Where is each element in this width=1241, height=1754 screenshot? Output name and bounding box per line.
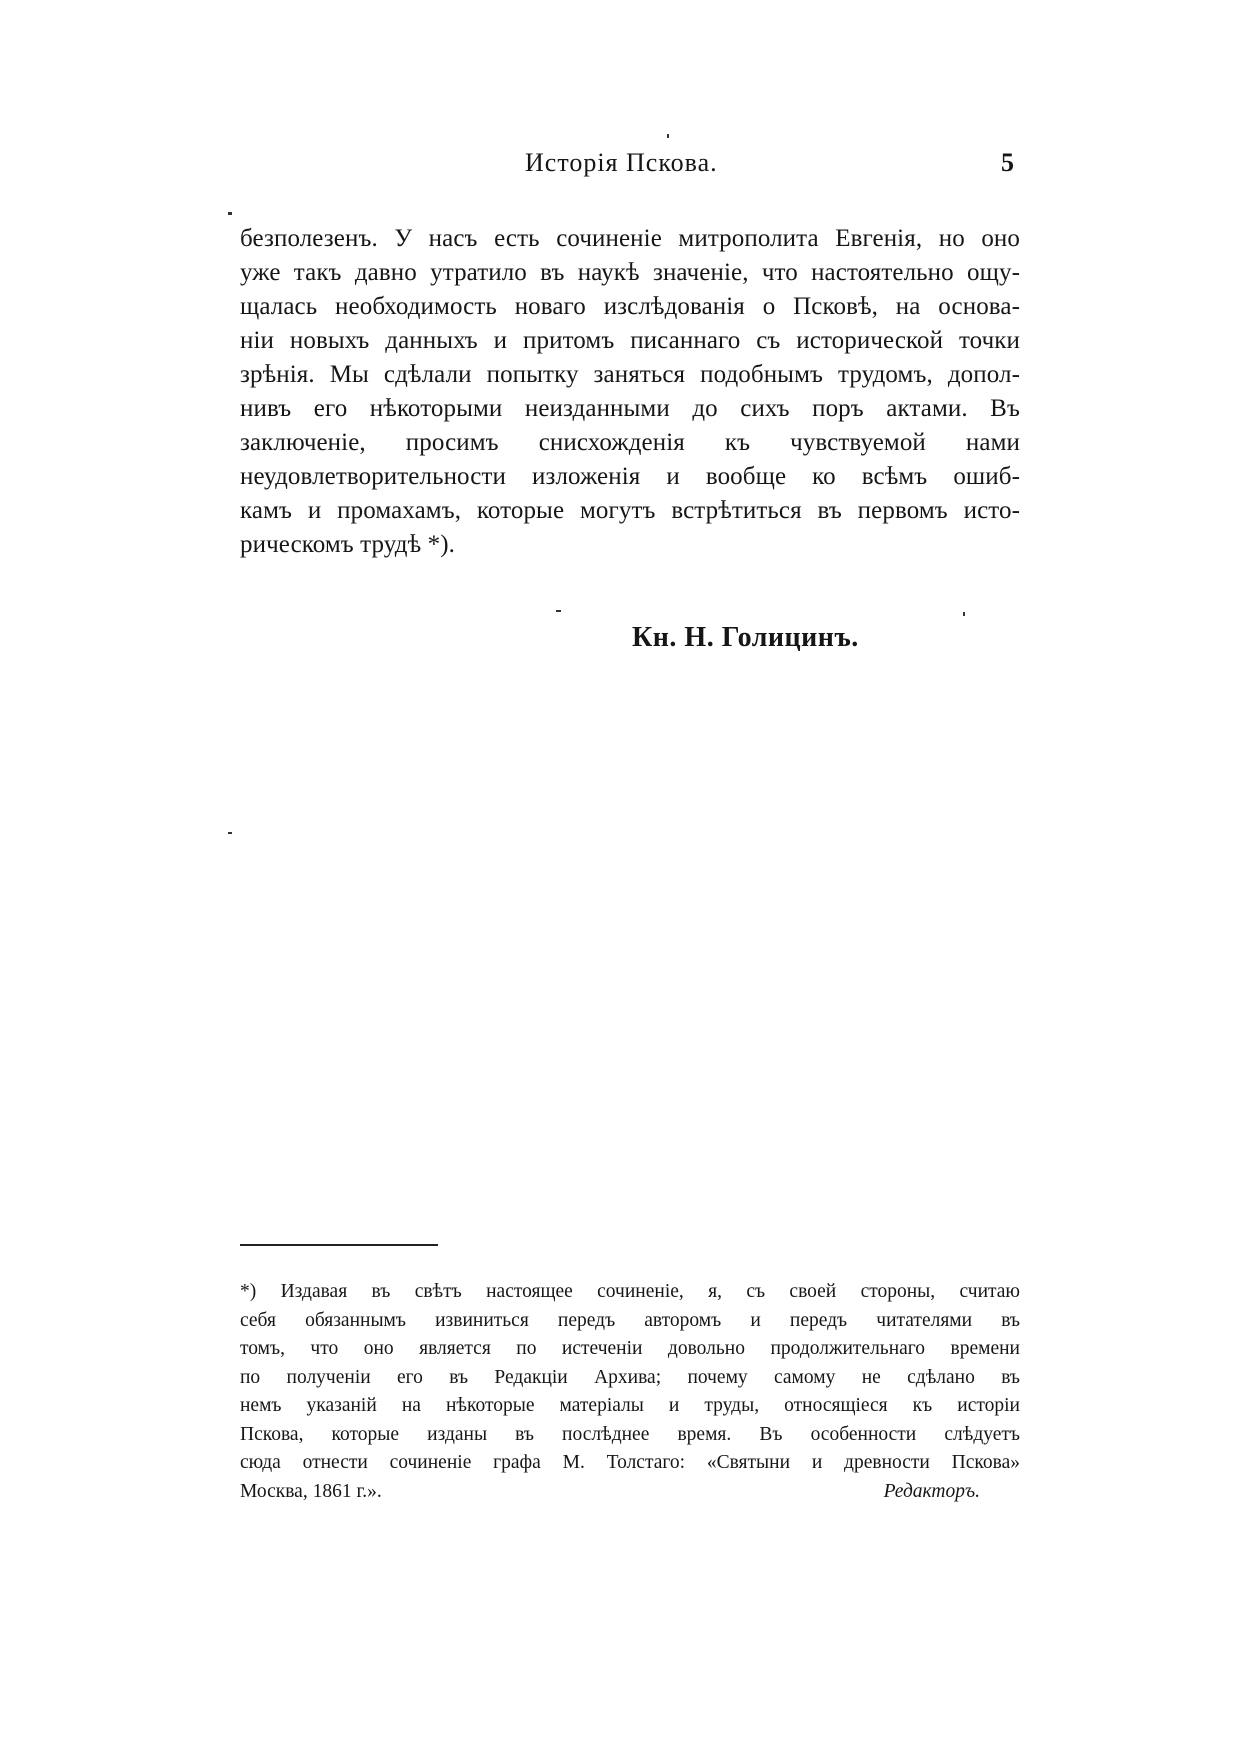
footnote-place-date: Москва, 1861 г.». (240, 1480, 382, 1502)
scan-speck (228, 832, 232, 834)
running-header (240, 148, 1020, 188)
text-line: безполезенъ. У насъ есть сочиненіе митрополита Евгенія, но оно (240, 225, 1020, 252)
text-line: щалась необходимость новаго изслѣдованія о Псковѣ, на основа- (240, 293, 1020, 320)
text-line: неудовлетворительности изложенія и вообще ко всѣмъ ошиб- (240, 463, 1020, 490)
footnote-line: по полученіи его въ Редакціи Архива; почему самому не сдѣлано въ (240, 1366, 1020, 1388)
footnote-line: себя обязаннымъ извиниться передъ авторомъ и передъ читателями въ (240, 1309, 1020, 1331)
text-line: ніи новыхъ данныхъ и притомъ писаннаго съ исторической точки (240, 327, 1020, 354)
footnote-last-line (240, 1478, 1020, 1507)
text-line: зрѣнія. Мы сдѣлали попытку заняться подобнымъ трудомъ, допол- (240, 361, 1020, 388)
scan-speck (963, 612, 965, 616)
text-line: уже такъ давно утратило въ наукѣ значеніе, что настоятельно ощу- (240, 259, 1020, 286)
text-line: камъ и промахамъ, которые могутъ встрѣтиться въ первомъ исто- (240, 497, 1020, 524)
footnote-line: Пскова, которые изданы въ послѣднее время. Въ особенности слѣдуетъ (240, 1423, 1020, 1445)
footnote (240, 1278, 1020, 1506)
footnote-line: томъ, что оно является по истеченіи довольно продолжительнаго времени (240, 1338, 1020, 1359)
scan-speck (556, 610, 561, 612)
author-signature: Кн. Н. Голицинъ. (632, 622, 859, 653)
footnote-line: сюда отнести сочиненіе графа М. Толстаго: «Святыни и древности Пскова» (240, 1452, 1020, 1473)
editor-signature: Редакторъ. (883, 1480, 980, 1502)
body-text (240, 222, 1020, 562)
running-title: Исторія Пскова. (525, 148, 718, 177)
text-line: нивъ его нѣкоторыми неизданными до сихъ поръ актами. Въ (240, 395, 1020, 422)
footnote-divider (240, 1244, 438, 1246)
footnote-line: немъ указаній на нѣкоторые матеріалы и труды, относящіеся къ исторіи (240, 1395, 1020, 1416)
footnote-line: *) Издавая въ свѣтъ настоящее сочиненіе, я, съ своей стороны, считаю (240, 1281, 1020, 1302)
scan-speck (667, 134, 669, 138)
scan-speck (228, 212, 232, 215)
page-number: 5 (1001, 148, 1014, 177)
text-line: заключеніе, просимъ снисхожденія къ чувствуемой нами (240, 429, 1020, 456)
text-line: рическомъ трудѣ *). (240, 531, 456, 558)
